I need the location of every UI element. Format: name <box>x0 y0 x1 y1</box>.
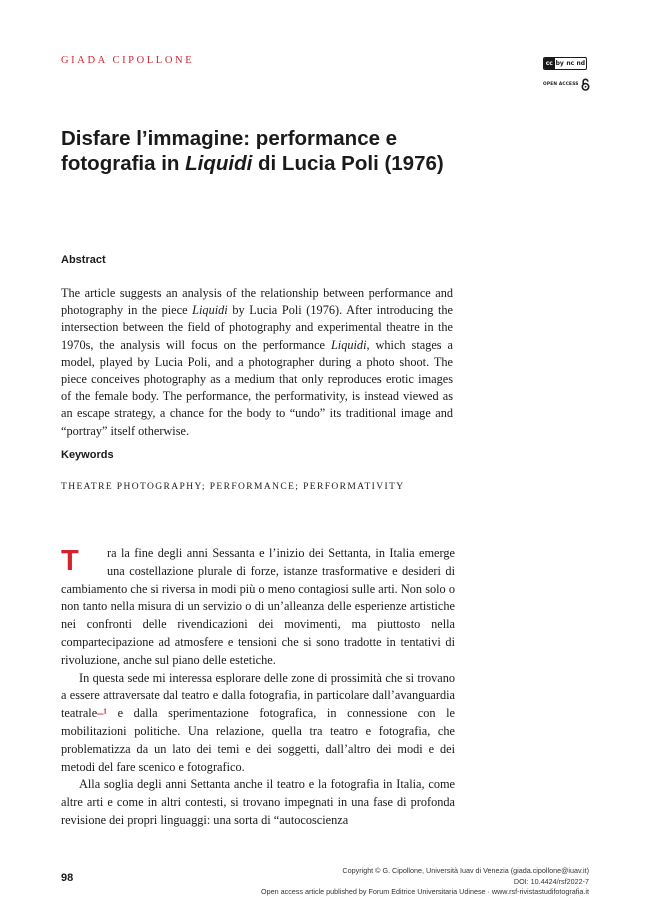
paragraph-1-text: ra la fine degli anni Sessanta e l’inizio dei Settanta, in Italia emerge una costellazione plurale di forze, istanze trasformative e desideri di cambiamento che si riversa in modi più o meno contagiosi sulle arti. Non solo o non tanto nella misura di un servizio o di un’alleanza delle esperienze artistiche nei confronti delle rivendicazioni dei movimenti, ma piuttosto nella compartecipazione ad atmosfere e tensioni che si sono tradotte in tentativi di rivoluzione, anche sul piano delle estetiche. <box>61 546 455 667</box>
by-icon: by <box>555 60 564 67</box>
cc-license-badge[interactable] <box>543 57 587 70</box>
open-access-label: OPEN ACCESS <box>543 82 579 87</box>
page-number: 98 <box>61 872 74 884</box>
paragraph-3: Alla soglia degli anni Settanta anche il teatro e la fotografia in Italia, come altre arti e come in altri contesti, si trovano impegnati in una fase di profonda revisione dei propri linguaggi: una sorta di “autocoscienza <box>61 777 455 827</box>
title-part-2: di Lucia Poli (1976) <box>252 151 444 175</box>
article-title <box>61 127 481 176</box>
title-part-1: Disfare l’immagine: performance e fotografia in <box>61 127 398 175</box>
paragraph-1 <box>61 545 455 670</box>
abstract-text-3: , which stages a model, played by Lucia Poli, and a photographer during a photo shoot. The piece conceives photography as a medium that only reproduces erotic images of the female body. The performance, the performativity, is instead viewed as an escape strategy, a chance for the body to “undo” its traditional image and “portray” itself otherwise. <box>61 337 454 438</box>
cc-icon: cc <box>545 60 553 67</box>
title-italic: Liquidi <box>185 151 253 175</box>
author-name: GIADA CIPOLLONE <box>61 55 195 66</box>
paragraph-2-text-b: e dalla sperimentazione fotografica, in connessione con le mobilitazioni politiche. Una relazione, quella tra teatro e fotografia, che problematizza da un lato dei temi e dei soggetti, dall’altro dei modi e dei metodi del fare scenico e fotografico. <box>61 706 455 774</box>
footnote-ref[interactable]: –¹ <box>97 706 108 721</box>
footer-copyright: Copyright © G. Cipollone, Università Iuav di Venezia (giada.cipollone@iuav.it) <box>342 866 589 875</box>
keywords-heading: Keywords <box>61 449 114 461</box>
paragraph-2-text-a: In questa sede mi interessa esplorare delle zone di prossimità che si trovano a essere attraversate dal teatro e dalla fotografia, in particolare dall’avanguardia teatrale <box>61 670 455 721</box>
paragraph-2 <box>61 670 455 777</box>
nc-icon: nc <box>566 60 575 67</box>
abstract-text-1: The article suggests an analysis of the relationship between performance and photography in the piece <box>61 286 453 318</box>
footer-publisher: Open access article published by Forum Editrice Universitaria Udinese · www.rsf-rivistastudifotografia.it <box>261 887 589 897</box>
keywords-list: THEATRE PHOTOGRAPHY; PERFORMANCE; PERFORMATIVITY <box>61 482 405 492</box>
abstract-text-2: by Lucia Poli (1976). After introducing the intersection between the field of photography and experimental theatre in the 1970s, the analysis will focus on the performance <box>61 303 454 352</box>
abstract-italic-2: Liquidi <box>330 337 367 352</box>
abstract-text <box>61 285 453 440</box>
nd-icon: nd <box>576 60 586 67</box>
body-text <box>61 545 455 830</box>
footer-doi: DOI: 10.4424/rsf2022-7 <box>513 876 589 886</box>
drop-cap: T <box>61 545 79 577</box>
open-lock-icon <box>581 78 590 91</box>
abstract-italic-1: Liquidi <box>192 303 228 318</box>
open-access-mark <box>543 78 591 91</box>
abstract-heading: Abstract <box>61 254 106 266</box>
footer <box>261 866 589 898</box>
license-badges <box>543 57 591 91</box>
